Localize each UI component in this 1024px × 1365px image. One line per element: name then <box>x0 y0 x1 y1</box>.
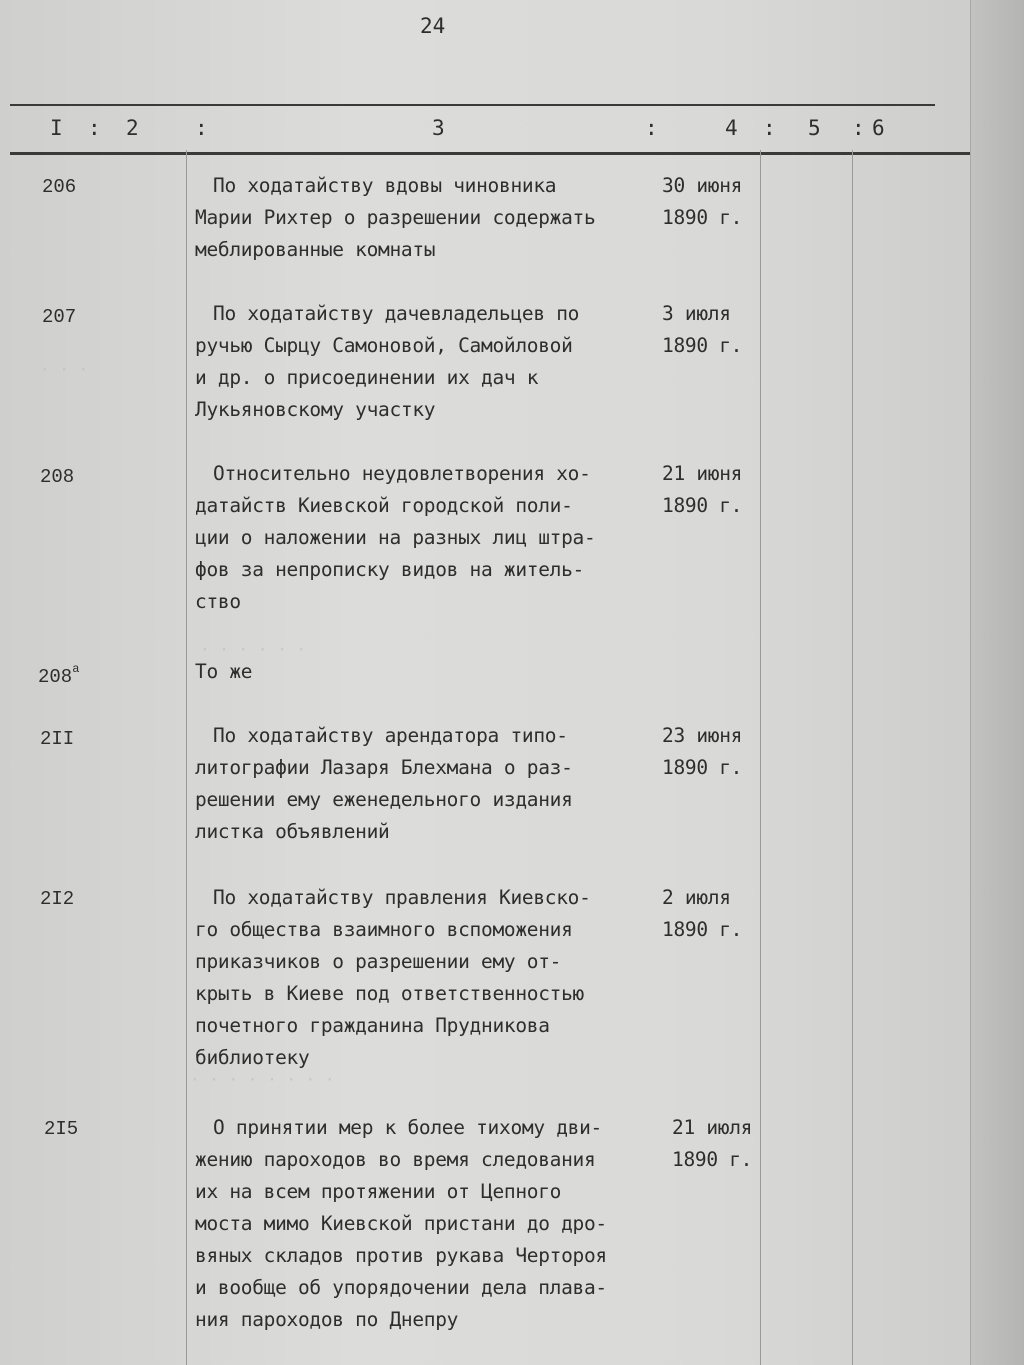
date-line: 1890 г. <box>662 494 743 517</box>
header-col-3: 3 <box>432 116 445 140</box>
header-bottom-rule <box>10 152 970 155</box>
record-number: 208 <box>40 466 75 488</box>
record-description <box>195 720 675 848</box>
description-line: крыть в Киеве под ответственностью <box>195 982 584 1005</box>
description-line: их на всем протяжении от Цепного <box>195 1180 562 1203</box>
record-number: 2I5 <box>44 1118 79 1140</box>
record-description <box>195 170 675 266</box>
date-line: 21 июня <box>662 462 743 485</box>
header-col-6: 6 <box>872 116 885 140</box>
description-line: По ходатайству арендатора типо- <box>213 724 568 747</box>
header-col-4: 4 <box>725 116 738 140</box>
record-number <box>38 662 79 688</box>
record-description <box>195 882 675 1074</box>
column-divider <box>760 150 761 1365</box>
record-number-main: 208 <box>38 666 73 688</box>
description-line: фов за непрописку видов на житель- <box>195 558 584 581</box>
description-line: По ходатайству дачевладельцев по <box>213 302 580 325</box>
header-col-1: I <box>50 116 63 140</box>
description-line: ции о наложении на разных лиц штра- <box>195 526 596 549</box>
date-line: 1890 г. <box>672 1148 753 1171</box>
record-number: 2I2 <box>40 888 75 910</box>
description-line: Лукьяновскому участку <box>195 398 436 421</box>
description-line: меблированные комнаты <box>195 238 436 261</box>
description-line: ручью Сырцу Самоновой, Самойловой <box>195 334 573 357</box>
record-number-suffix: а <box>72 662 80 676</box>
date-line: 21 июля <box>672 1116 753 1139</box>
description-line: жению пароходов во время следования <box>195 1148 596 1171</box>
record-number: 2II <box>40 728 75 750</box>
date-line: 2 июля <box>662 886 731 909</box>
page-number: 24 <box>420 14 446 38</box>
description-line: Марии Рихтер о разрешении содержать <box>195 206 596 229</box>
record-number: 207 <box>42 306 77 328</box>
date-line: 1890 г. <box>662 334 743 357</box>
date-line: 23 июня <box>662 724 743 747</box>
description-line: моста мимо Киевской пристани до дро- <box>195 1212 607 1235</box>
description-line: листка объявлений <box>195 820 390 843</box>
date-line: 1890 г. <box>662 756 743 779</box>
record-description <box>195 458 675 618</box>
record-date <box>662 298 742 362</box>
date-line: 1890 г. <box>662 206 743 229</box>
header-separator: : <box>195 116 208 140</box>
header-col-2: 2 <box>126 116 139 140</box>
description-line: вяных складов против рукава Чертороя <box>195 1244 607 1267</box>
bleed-through-mark: · · · · · · · · <box>190 1070 335 1089</box>
description-line: и вообще об упорядочении дела плава- <box>195 1276 607 1299</box>
header-separator: : <box>88 116 101 140</box>
record-description <box>195 1112 675 1336</box>
date-line: 30 июня <box>662 174 743 197</box>
bleed-through-mark: · · · · · · <box>200 640 306 659</box>
date-line: 3 июля <box>662 302 731 325</box>
description-line: Относительно неудовлетворения хо- <box>213 462 591 485</box>
description-line: приказчиков о разрешении ему от- <box>195 950 562 973</box>
description-line: решении ему еженедельного издания <box>195 788 573 811</box>
description-line: ния пароходов по Днепру <box>195 1308 459 1331</box>
header-top-rule <box>10 104 935 106</box>
description-line: ство <box>195 590 241 613</box>
bleed-through-mark: · · · <box>40 360 89 379</box>
description-line: О принятии мер к более тихому дви- <box>213 1116 602 1139</box>
record-number: 206 <box>42 176 77 198</box>
adjacent-page-edge <box>970 0 1024 1365</box>
date-line: 1890 г. <box>662 918 743 941</box>
header-separator: : <box>645 116 658 140</box>
description-line: почетного гражданина Прудникова <box>195 1014 550 1037</box>
record-date <box>662 170 742 234</box>
description-line: библиотеку <box>195 1046 310 1069</box>
column-divider <box>186 150 187 1365</box>
record-description <box>195 656 675 688</box>
record-date <box>662 458 742 522</box>
header-separator: : <box>852 116 865 140</box>
description-line: По ходатайству вдовы чиновника <box>213 174 557 197</box>
description-line: литографии Лазаря Блехмана о раз- <box>195 756 573 779</box>
record-date <box>672 1112 752 1176</box>
record-date <box>662 720 742 784</box>
record-description <box>195 298 675 426</box>
header-col-5: 5 <box>808 116 821 140</box>
header-separator: : <box>763 116 776 140</box>
record-date <box>662 882 742 946</box>
description-line: датайств Киевской городской поли- <box>195 494 573 517</box>
description-line: го общества взаимного вспоможения <box>195 918 573 941</box>
description-line: То же <box>195 660 253 683</box>
description-line: и др. о присоединении их дач к <box>195 366 539 389</box>
description-line: По ходатайству правления Киевско- <box>213 886 591 909</box>
column-divider <box>852 150 853 1365</box>
